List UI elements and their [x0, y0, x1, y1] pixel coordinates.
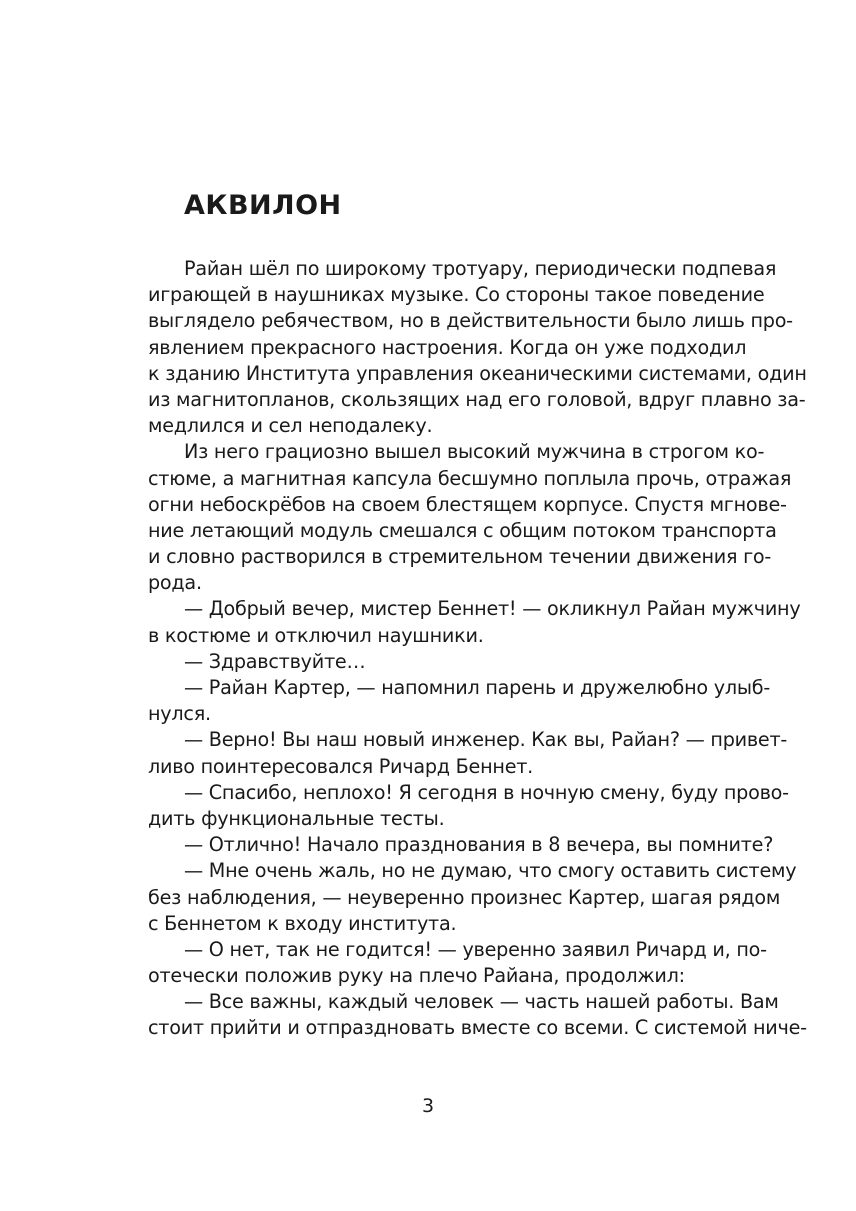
text-line: — Райан Картер, — напомнил парень и дружелюбно улыб-: [184, 676, 770, 699]
text-line: — Здравствуйте…: [184, 649, 366, 673]
body-text: [148, 256, 807, 1042]
text-line: к зданию Института управления океаническими системами, один: [148, 361, 807, 385]
text-line: стюме, а магнитная капсула бесшумно поплыла прочь, отражая: [148, 466, 792, 490]
text-line: отечески положив руку на плечо Райана, продолжил:: [148, 964, 685, 988]
text-line: — Все важны, каждый человек — часть нашей работы. Вам: [184, 990, 779, 1014]
text-line: — Отлично! Начало празднования в 8 вечера, вы помните?: [184, 833, 774, 857]
text-line: нулся.: [148, 702, 211, 726]
text-line: ливо поинтересовался Ричард Беннет.: [148, 754, 534, 778]
text-line: — Мне очень жаль, но не думаю, что смогу оставить систему: [184, 859, 797, 883]
text-line: и словно растворился в стремительном течении движения го-: [148, 545, 772, 569]
text-line: играющей в наушниках музыке. Со стороны такое поведение: [148, 283, 765, 307]
text-line: дить функциональные тесты.: [148, 806, 445, 830]
text-line: — Спасибо, неплохо! Я сегодня в ночную смену, буду прово-: [184, 780, 789, 804]
text-line: ние летающий модуль смешался с общим потоком транспорта: [148, 518, 777, 542]
text-line: — Верно! Вы наш новый инженер. Как вы, Райан? — привет-: [184, 728, 788, 752]
page-number: 3: [421, 1095, 435, 1117]
text-line: медлился и сел неподалеку.: [148, 414, 433, 438]
text-line: выглядело ребячеством, но в действительности было лишь про-: [148, 309, 793, 333]
text-line: из магнитопланов, скользящих над его головой, вдруг плавно за-: [148, 387, 806, 411]
text-line: Из него грациозно вышел высокий мужчина в строгом ко-: [184, 440, 765, 464]
text-line: огни небоскрёбов на своем блестящем корпусе. Спустя мгнове-: [148, 492, 787, 516]
text-line: стоит прийти и отпраздновать вместе со всеми. С системой ниче-: [148, 1016, 807, 1040]
chapter-title: АКВИЛОН: [184, 190, 342, 221]
text-line: — О нет, так не годится! — уверенно заявил Ричард и, по-: [184, 937, 767, 961]
text-line: Райан шёл по широкому тротуару, периодически подпевая: [184, 257, 777, 280]
text-line: в костюме и отключил наушники.: [148, 623, 484, 647]
text-line: рода.: [148, 571, 202, 595]
text-line: явлением прекрасного настроения. Когда он уже подходил: [148, 335, 747, 359]
text-line: с Беннетом к входу института.: [148, 911, 457, 935]
text-line: — Добрый вечер, мистер Беннет! — окликнул Райан мужчину: [184, 597, 801, 621]
text-line: без наблюдения, — неуверенно произнес Картер, шагая рядом: [148, 885, 781, 909]
